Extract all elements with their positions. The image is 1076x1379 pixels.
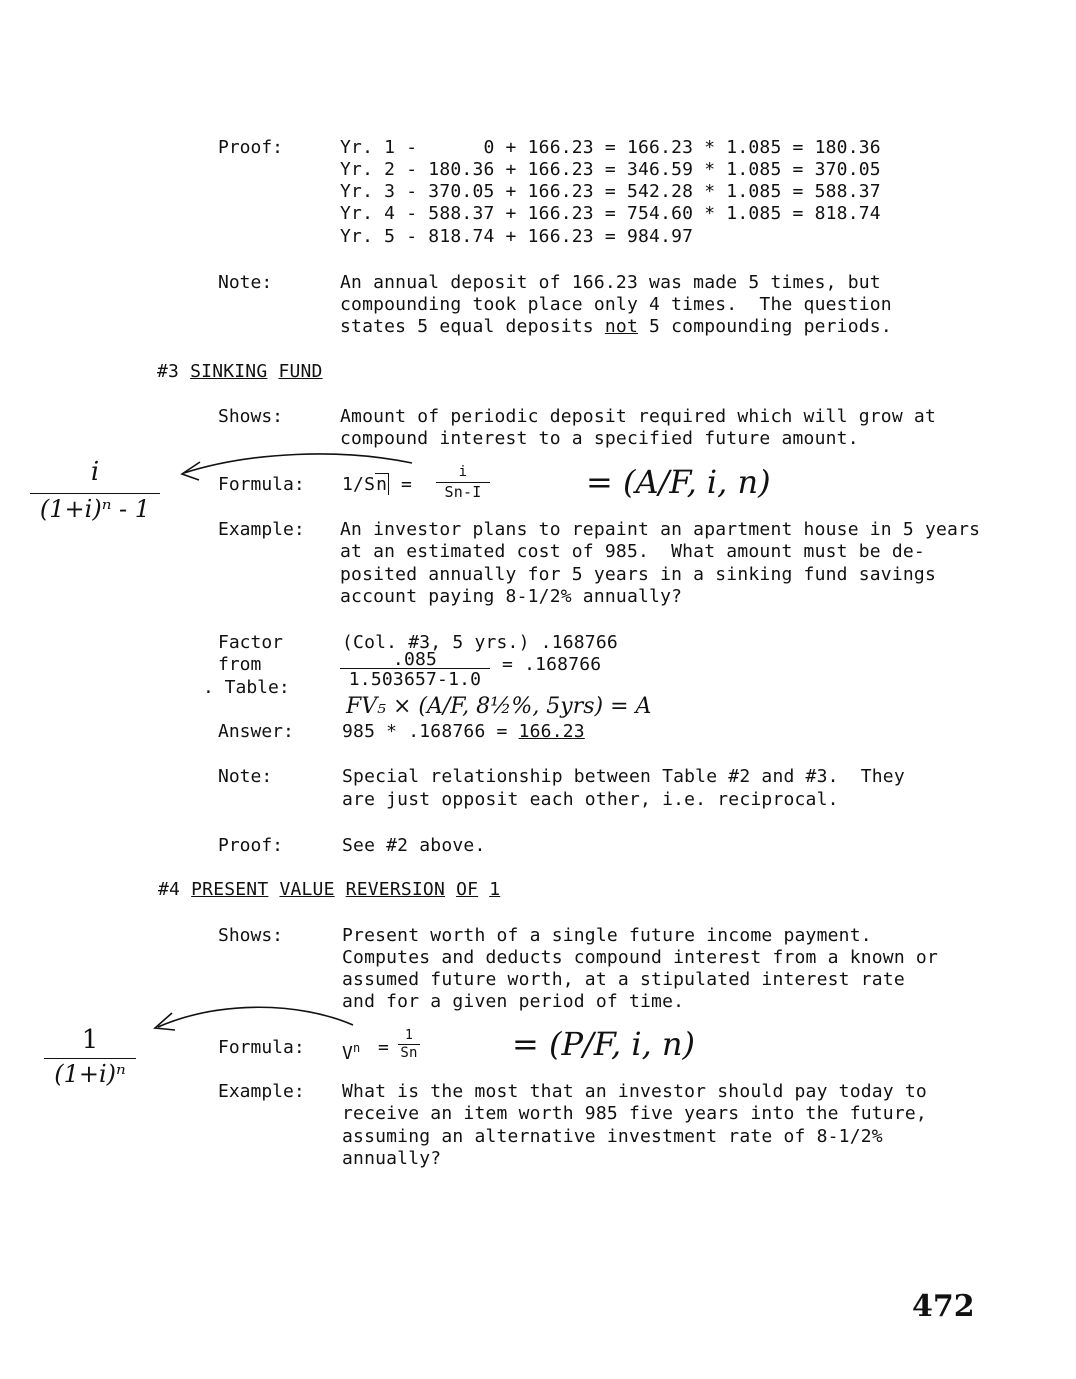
note-line-text: states 5 equal deposits [340,316,605,337]
example-label: Example: [218,519,305,540]
arrow-curve-icon [158,1007,353,1027]
example-line: An investor plans to repaint an apartment house in 5 years [340,519,981,540]
handwritten-formula: = (P/F, i, n) [512,1025,696,1063]
answer-label: Answer: [218,721,294,742]
shows-line: and for a given period of time. [342,991,685,1012]
formula-label: Formula: [218,1037,305,1058]
shows-line: Amount of periodic deposit required which will grow at [340,406,936,427]
factor-line: (Col. #3, 5 yrs.) .168766 [342,632,618,653]
answer-value: 166.23 [518,721,585,742]
shows-line: Computes and deducts compound interest from a known or [342,947,938,968]
formula-equals: = [378,1037,390,1058]
section-title-word: REVERSION [345,879,446,900]
arrow-curve-icon [184,454,412,473]
section-title-word: 1 [489,879,501,900]
margin-denominator: (1+i)ⁿ - 1 [30,493,160,524]
formula-base: 1/S [342,474,376,495]
proof-label: Proof: [218,835,284,856]
shows-line: assumed future worth, at a stipulated interest rate [342,969,905,990]
example-line: What is the most that an investor should pay today to [342,1081,927,1102]
example-line: receive an item worth 985 five years into the future, [342,1103,927,1124]
proof-row: Yr. 5 - 818.74 + 166.23 = 984.97 [340,226,694,247]
note-label: Note: [218,272,273,293]
shows-label: Shows: [218,925,284,946]
section-title-word: SINKING [190,361,268,382]
margin-numerator: i [90,457,100,487]
formula-label: Formula: [218,474,305,495]
handwritten-formula: = (A/F, i, n) [586,463,771,501]
formula-angle-n: n [376,474,388,495]
factor-label: Factor [218,632,284,653]
proof-row: Yr. 4 - 588.37 + 166.23 = 754.60 * 1.085 = 818.74 [340,203,881,224]
formula-denominator: Sn [398,1044,420,1061]
note-label: Note: [218,766,273,787]
proof-label: Proof: [218,137,284,158]
factor-denominator: 1.503657-1.0 [340,668,490,691]
proof-text: See #2 above. [342,835,486,856]
factor-result: = .168766 [502,654,602,675]
example-line: assuming an alternative investment rate of 8-1/2% [342,1126,883,1147]
note-line: compounding took place only 4 times. The question [340,294,892,315]
formula-equals: = [401,474,413,495]
shows-label: Shows: [218,406,284,427]
margin-denominator: (1+i)ⁿ [44,1058,136,1089]
example-line: posited annually for 5 years in a sinking fund savings [340,564,936,585]
handwritten-calculation: FV₅ × (A/F, 8½%, 5yrs) = A [346,694,652,719]
section-title-word: VALUE [279,879,335,900]
margin-numerator: 1 [81,1025,99,1055]
formula-numerator: i [458,464,468,480]
proof-row: Yr. 3 - 370.05 + 166.23 = 542.28 * 1.085 = 588.37 [340,181,881,202]
answer-expression: 985 * .168766 = [342,721,519,742]
proof-row: Yr. 1 - 0 + 166.23 = 166.23 * 1.085 = 180.36 [340,137,881,158]
factor-label: from [218,654,262,675]
example-line: annually? [342,1148,442,1169]
page-number: 472 [912,1289,975,1324]
factor-numerator: .085 [392,649,438,670]
section-number: #4 [158,879,181,900]
note-line: An annual deposit of 166.23 was made 5 times, but [340,272,881,293]
factor-label: . Table: [203,677,290,698]
shows-line: compound interest to a specified future amount. [340,428,859,449]
section-number: #3 [157,361,180,382]
formula-numerator: 1 [404,1028,414,1043]
note-emphasis: not [604,316,639,337]
section-title-word: FUND [278,361,323,382]
formula-denominator: Sn-I [436,482,490,501]
formula-superscript: n [353,1041,361,1055]
section-title-word: PRESENT [191,879,269,900]
note-line: are just opposit each other, i.e. reciprocal. [342,789,839,810]
proof-row: Yr. 2 - 180.36 + 166.23 = 346.59 * 1.085 = 370.05 [340,159,881,180]
note-line-text: 5 compounding periods. [638,316,892,337]
example-line: account paying 8-1/2% annually? [340,586,683,607]
example-label: Example: [218,1081,305,1102]
section-title-word: OF [456,879,479,900]
example-line: at an estimated cost of 985. What amount must be de- [340,541,925,562]
shows-line: Present worth of a single future income payment. [342,925,872,946]
note-line: Special relationship between Table #2 and #3. They [342,766,905,787]
formula-base: V [342,1043,354,1064]
